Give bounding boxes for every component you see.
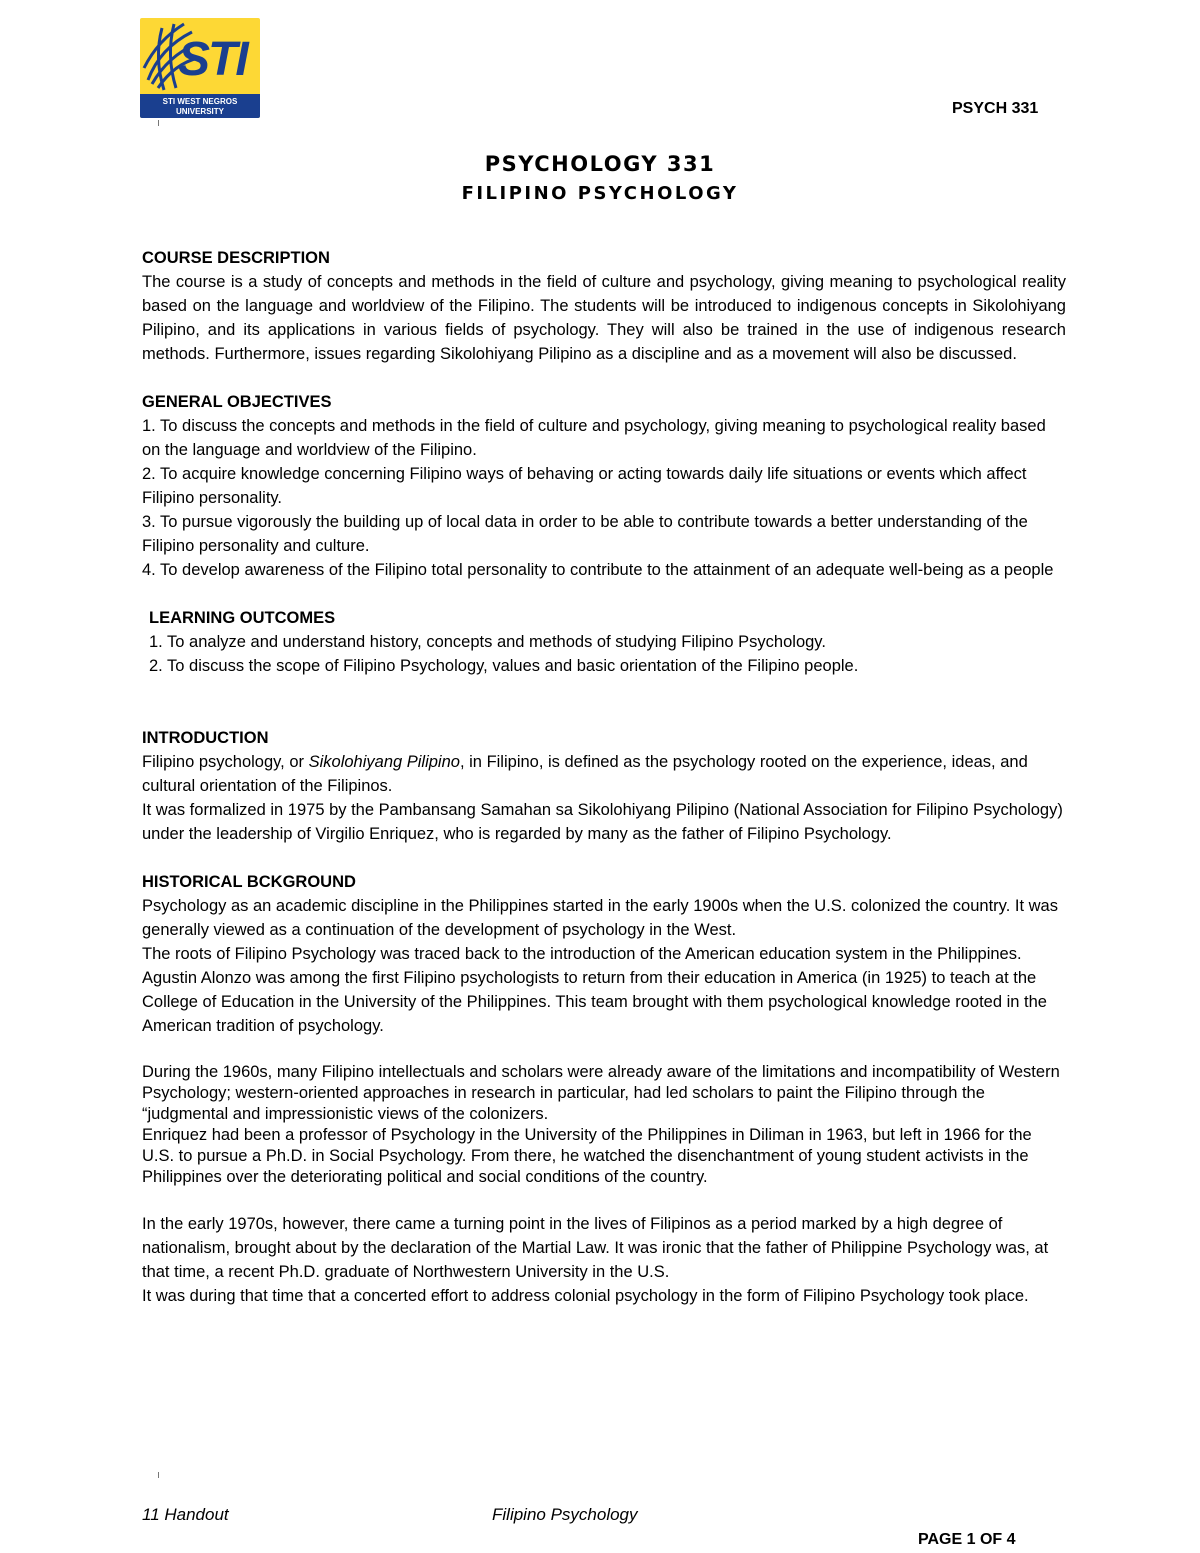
history-paragraph: In the early 1970s, however, there came a turning point in the lives of Filipinos as a period marked by a high degree of nationalism, brought about by the declaration of the Martial Law. It was ironic that the father of Philippine Psychology was, at that time, a recent Ph.D. graduate of Northwestern University in the U.S. [142, 1215, 1049, 1281]
introduction-heading: INTRODUCTION [142, 729, 269, 747]
outcome-item: 2. To discuss the scope of Filipino Psychology, values and basic orientation of the Filipino people. [149, 657, 859, 675]
historical-background-heading: HISTORICAL BCKGROUND [142, 873, 356, 891]
logo-line1: STI WEST NEGROS [162, 97, 238, 106]
footer-handout: 11 Handout [142, 1505, 229, 1524]
objective-item: 1. To discuss the concepts and methods in the field of culture and psychology, giving meaning to psychological reality based on the language and worldview of the Filipino. [142, 417, 1046, 459]
introduction-paragraph: It was formalized in 1975 by the Pambansang Samahan sa Sikolohiyang Pilipino (National Association for Filipino Psychology) under the leadership of Virgilio Enriquez, who is regarded by many as the father of Filipino Psychology. [142, 801, 1063, 843]
logo-line2: UNIVERSITY [175, 107, 224, 116]
objective-item: 3. To pursue vigorously the building up of local data in order to be able to contribute towards a better understanding of the Filipino personality and culture. [142, 513, 1028, 555]
objective-item: 2. To acquire knowledge concerning Filipino ways of behaving or acting towards daily life situations or events which affect Filipino personality. [142, 465, 1027, 507]
course-description-text: The course is a study of concepts and methods in the field of culture and psychology, giving meaning to psychological reality based on the language and worldview of the Filipino. The students will be introduced to indigenous concepts in Sikolohiyang Pilipino, and its applications in various fields of psychology. They will also be trained in the use of indigenous research methods. Furthermore, issues regarding Sikolohiyang Pilipino as a discipline and as a movement will also be discussed. [142, 273, 1066, 363]
history-paragraph: During the 1960s, many Filipino intellectuals and scholars were already aware of the limitations and incompatibility of Western Psychology; western-oriented approaches in research in particular, had led scholars to paint the Filipino through the “judgmental and impressionistic views of the colonizers. [142, 1063, 1060, 1123]
title-block [0, 152, 1200, 204]
history-paragraph: Psychology as an academic discipline in the Philippines started in the early 1900s when the U.S. colonized the country. It was generally viewed as a continuation of the development of psychology in the West. [142, 897, 1058, 939]
footer-subject: Filipino Psychology [492, 1505, 638, 1524]
page-subtitle: FILIPINO PSYCHOLOGY [461, 183, 739, 204]
course-code-header: PSYCH 331 [952, 100, 1039, 117]
page-title: PSYCHOLOGY 331 [484, 152, 716, 176]
page-number: PAGE 1 OF 4 [918, 1531, 1016, 1548]
document-body [142, 246, 1066, 1308]
objective-item: 4. To develop awareness of the Filipino total personality to contribute to the attainment of an adequate well-being as a people [142, 561, 1054, 579]
introduction-paragraph [142, 750, 1066, 798]
history-paragraph: Enriquez had been a professor of Psychology in the University of the Philippines in Diliman in 1963, but left in 1966 for the U.S. to pursue a Ph.D. in Social Psychology. From there, he watched the disenchantment of young student activists in the Philippines over the deteriorating political and social conditions of the country. [142, 1126, 1032, 1186]
intro-text: , in Filipino, is defined as the psychology rooted on the experience, ideas, and cultural orientation of the Filipinos. [142, 753, 1028, 795]
general-objectives-heading: GENERAL OBJECTIVES [142, 393, 332, 411]
logo-brand: STI [178, 33, 247, 86]
intro-text: Filipino psychology, or [142, 753, 309, 771]
course-description-heading: COURSE DESCRIPTION [142, 249, 330, 267]
footer-margin-mark [158, 1472, 159, 1478]
sti-logo [140, 18, 260, 118]
logo-strip [140, 94, 260, 118]
history-paragraph: It was during that time that a concerted effort to address colonial psychology in the form of Filipino Psychology took place. [142, 1287, 1029, 1305]
outcome-item: 1. To analyze and understand history, concepts and methods of studying Filipino Psychology. [149, 633, 826, 651]
learning-outcomes-heading: LEARNING OUTCOMES [149, 609, 336, 627]
intro-term: Sikolohiyang Pilipino [308, 753, 460, 771]
history-paragraph: The roots of Filipino Psychology was traced back to the introduction of the American education system in the Philippines. Agustin Alonzo was among the first Filipino psychologists to return from their education in America (in 1925) to teach at the College of Education in the University of the Philippines. This team brought with them psychological knowledge rooted in the American tradition of psychology. [142, 945, 1047, 1035]
header-margin-mark [158, 120, 159, 126]
